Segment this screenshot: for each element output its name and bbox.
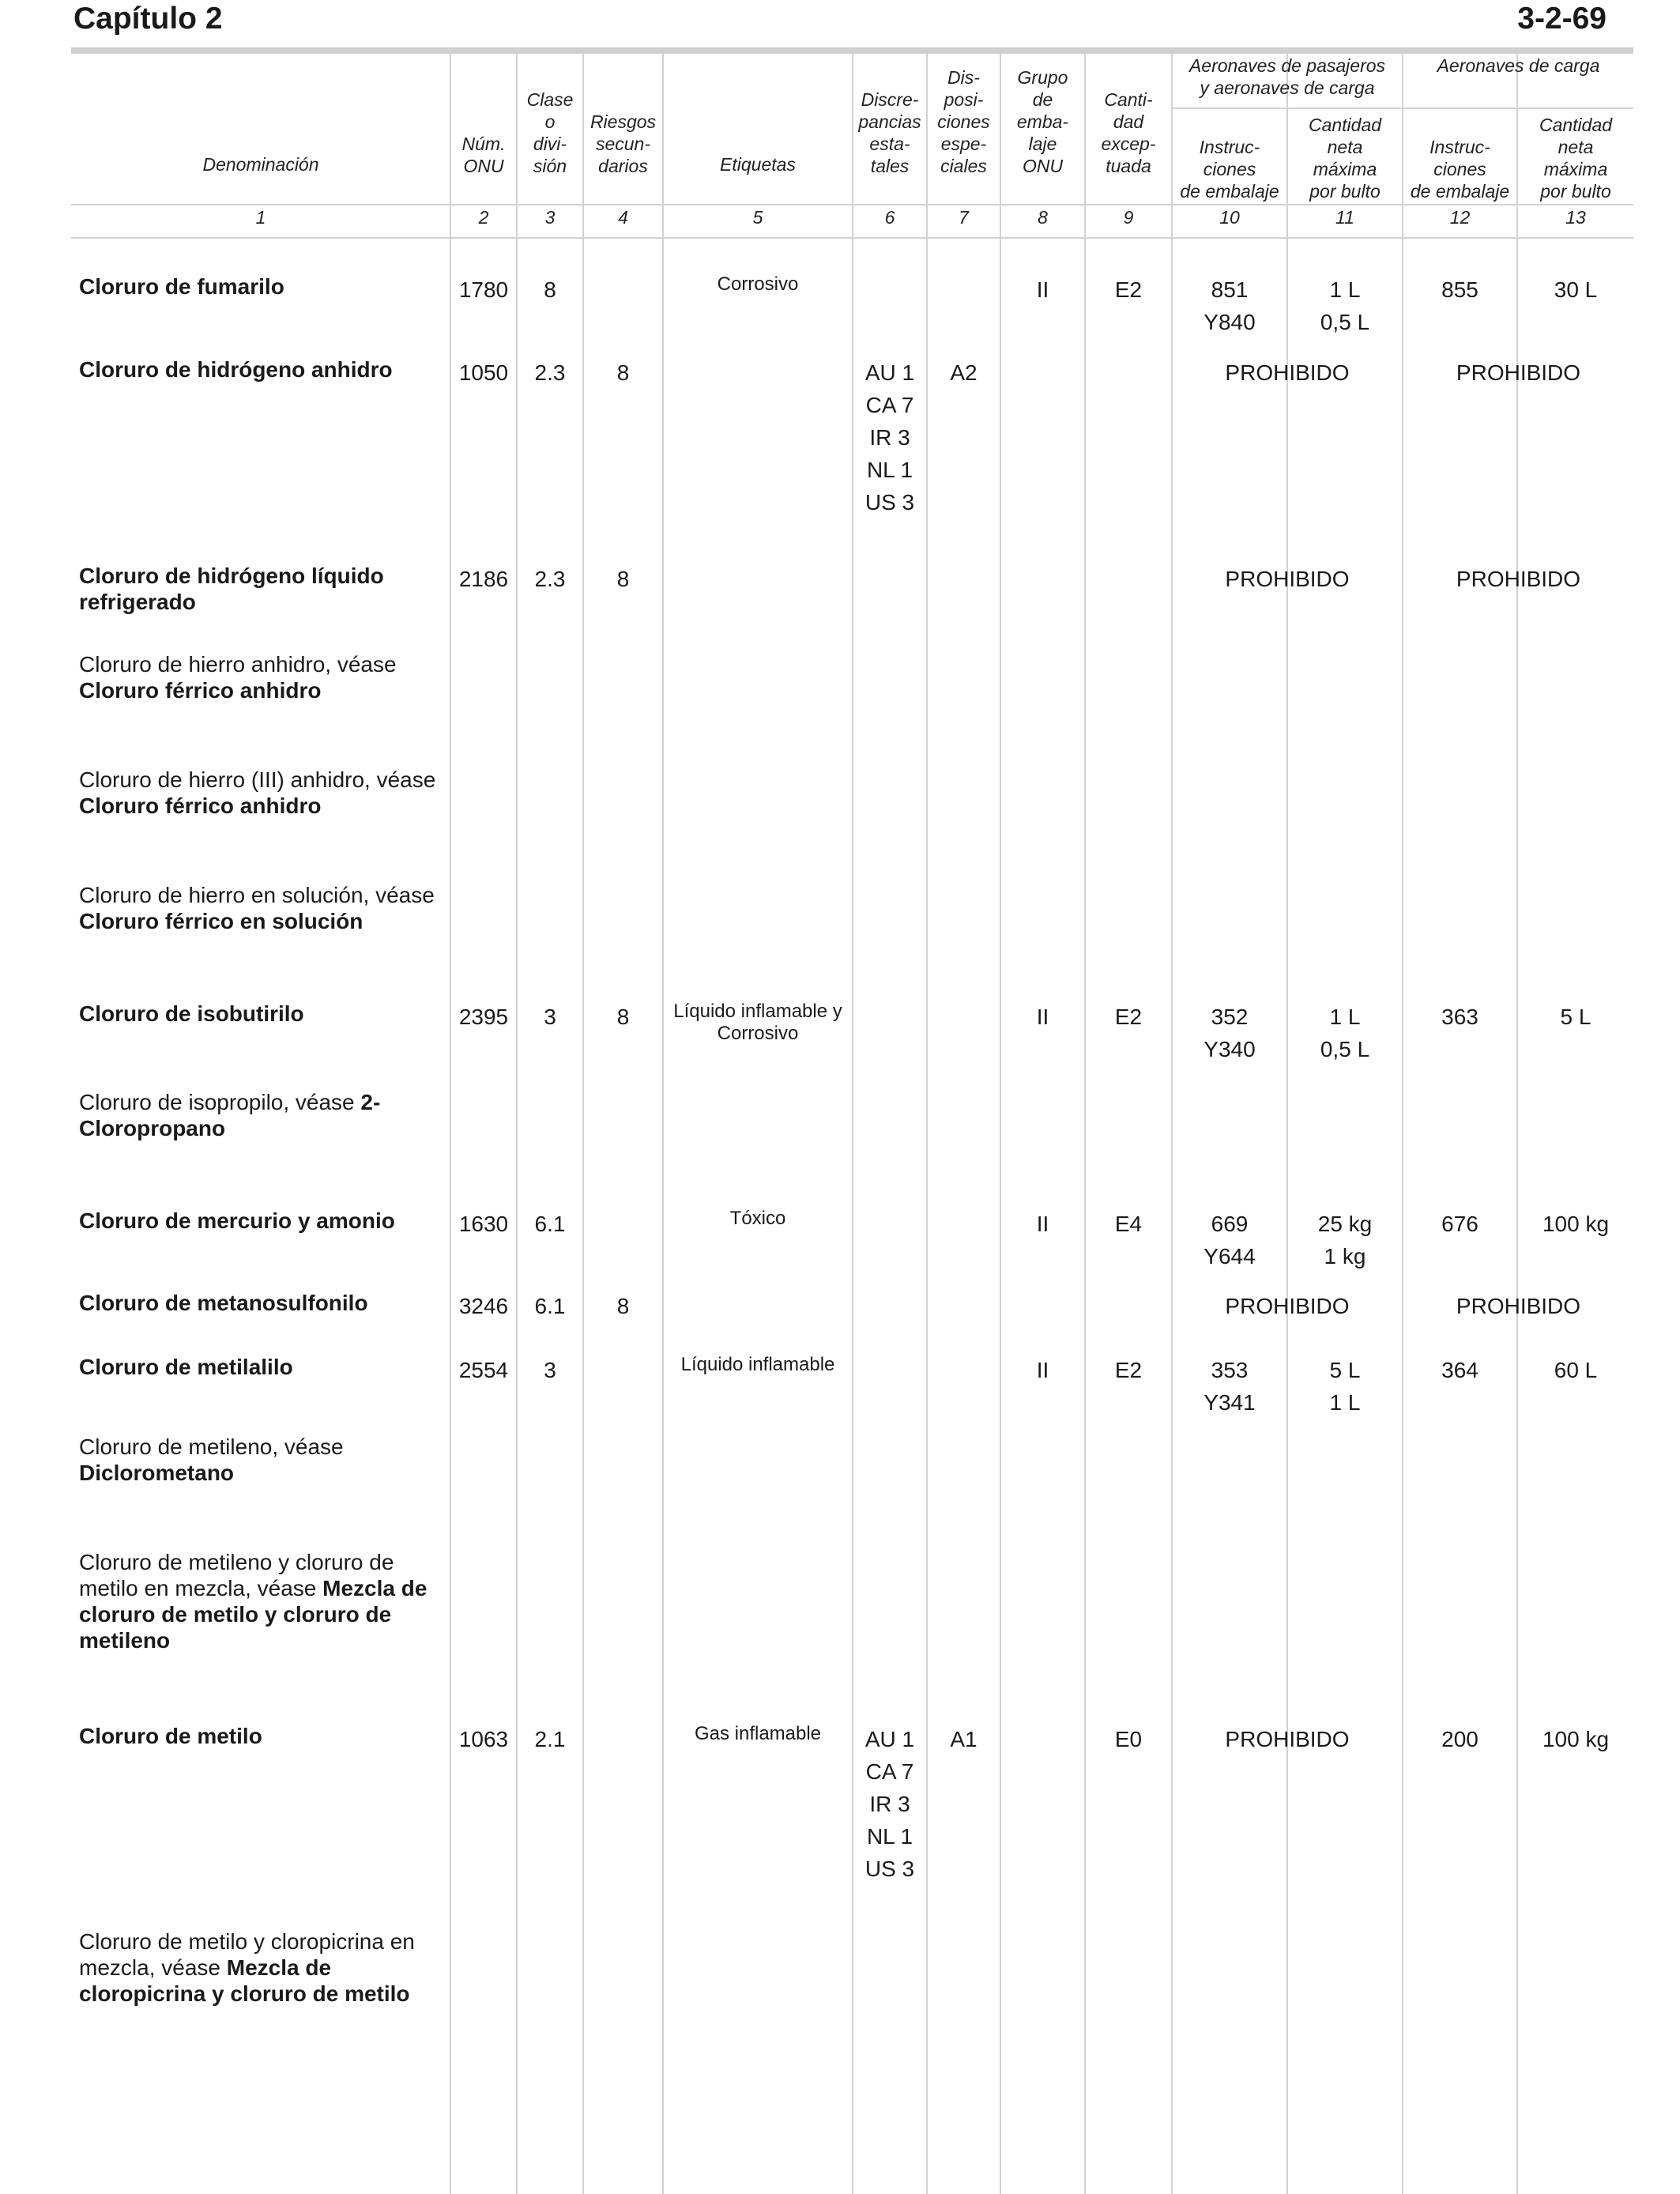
header-cantidad-exceptuada: Canti- dad excep- tuada	[1101, 89, 1156, 176]
header-pax-instrucciones: Instruc- ciones de embalaje	[1180, 137, 1279, 202]
excepted-quantity-cell: E2	[1114, 1005, 1143, 1029]
class-cell: 2.3	[534, 567, 566, 591]
denomination-cell	[79, 1208, 443, 1234]
denomination-bold: Cloruro de mercurio y amonio	[79, 1208, 395, 1233]
un-number-cell: 2554	[458, 1358, 509, 1382]
column-number-rule	[71, 237, 1633, 239]
pax-forbidden-cell: PROHIBIDO	[1225, 567, 1350, 591]
column-number: 1	[255, 207, 266, 228]
header-rule	[71, 47, 1633, 54]
column-number: 8	[1038, 207, 1048, 228]
column-number: 7	[959, 207, 969, 228]
column-number: 10	[1219, 207, 1240, 228]
special-provisions-cell: A2	[950, 360, 977, 385]
class-cell: 8	[544, 277, 556, 302]
denomination-cell	[79, 1290, 443, 1316]
packing-group-cell: II	[1036, 1212, 1049, 1236]
denomination-cell	[79, 1928, 443, 2007]
header-bottom-rule	[71, 204, 1633, 205]
denomination-cell	[79, 1434, 443, 1486]
header-pasajeros-group: Aeronaves de pasajeros y aeronaves de carga	[1188, 55, 1386, 98]
cargo-packing-instruction-cell: 200	[1441, 1727, 1478, 1751]
column-number: 11	[1335, 207, 1354, 228]
header-grupo: Grupo de emba- laje ONU	[1016, 67, 1069, 176]
class-cell: 2.3	[534, 360, 566, 385]
denomination-cell	[79, 273, 443, 300]
header-cargo-cantidad: Cantidad neta máxima por bulto	[1539, 115, 1613, 202]
column-number: 6	[884, 207, 895, 228]
un-number-cell: 2395	[458, 1005, 509, 1029]
class-cell: 3	[544, 1358, 556, 1382]
column-number: 4	[618, 207, 628, 228]
denomination-bold: Mezcla de cloropicrina y cloruro de metilo	[79, 1955, 410, 2006]
header-disposiciones: Dis- posi- ciones espe- ciales	[937, 67, 990, 176]
header-pax-cantidad: Cantidad neta máxima por bulto	[1308, 115, 1382, 202]
labels-cell: Gas inflamable	[694, 1723, 822, 1744]
denomination-plain: Cloruro de hierro (III) anhidro, véase	[79, 767, 436, 792]
denomination-bold: Cloruro férrico anhidro	[79, 678, 322, 703]
pax-max-quantity-cell: 5 L 1 L	[1329, 1358, 1361, 1415]
denomination-bold: Mezcla de cloruro de metilo y cloruro de metileno	[79, 1576, 428, 1653]
pax-packing-instruction-cell: 353 Y341	[1203, 1358, 1256, 1415]
page-number: 3-2-69	[1517, 2, 1607, 36]
class-cell: 3	[544, 1005, 556, 1029]
cargo-forbidden-cell: PROHIBIDO	[1456, 1294, 1581, 1318]
denomination-bold: Diclorometano	[79, 1461, 235, 1485]
denomination-plain: Cloruro de metileno, véase	[79, 1434, 344, 1459]
header-clase: Clase o divi- sión	[526, 89, 574, 176]
column-number: 5	[752, 207, 763, 228]
denomination-cell	[79, 882, 443, 934]
cargo-packing-instruction-cell: 855	[1441, 277, 1478, 302]
state-variations-cell: AU 1 CA 7 IR 3 NL 1 US 3	[864, 1727, 915, 1881]
column-divider	[1000, 54, 1001, 2194]
un-number-cell: 1063	[458, 1727, 509, 1751]
cargo-forbidden-cell: PROHIBIDO	[1456, 567, 1581, 591]
pax-forbidden-cell: PROHIBIDO	[1225, 360, 1350, 385]
denomination-bold: Cloruro de metilalilo	[79, 1355, 293, 1379]
denomination-bold: Cloruro de hidrógeno líquido refrigerado	[79, 564, 384, 614]
cargo-max-quantity-cell: 60 L	[1554, 1358, 1598, 1382]
denomination-bold: Cloruro férrico anhidro	[79, 794, 322, 818]
state-variations-cell: AU 1 CA 7 IR 3 NL 1 US 3	[864, 360, 915, 515]
packing-group-cell: II	[1036, 1358, 1049, 1382]
special-provisions-cell: A1	[950, 1727, 977, 1751]
denomination-plain: Cloruro de hierro anhidro, véase	[79, 652, 397, 677]
denomination-bold: Cloruro de hidrógeno anhidro	[79, 357, 393, 382]
denomination-bold: Cloruro de metanosulfonilo	[79, 1291, 368, 1315]
un-number-cell: 1630	[458, 1212, 509, 1236]
class-cell: 2.1	[534, 1727, 566, 1751]
class-cell: 6.1	[534, 1212, 566, 1236]
denomination-bold: Cloruro de isobutirilo	[79, 1001, 304, 1026]
chapter-title: Capítulo 2	[73, 2, 223, 36]
denomination-cell	[79, 767, 443, 819]
labels-cell: Tóxico	[729, 1208, 786, 1229]
excepted-quantity-cell: E0	[1114, 1727, 1143, 1751]
denomination-cell	[79, 1549, 443, 1653]
cargo-forbidden-cell: PROHIBIDO	[1456, 360, 1581, 385]
subsidiary-risk-cell: 8	[616, 1005, 630, 1029]
denomination-plain: Cloruro de isopropilo, véase	[79, 1090, 361, 1114]
header-etiquetas: Etiquetas	[720, 154, 796, 175]
header-carga-group: Aeronaves de carga	[1437, 55, 1600, 76]
subsidiary-risk-cell: 8	[616, 360, 630, 385]
pax-packing-instruction-cell: 669 Y644	[1203, 1212, 1256, 1269]
class-cell: 6.1	[534, 1294, 566, 1318]
packing-group-cell: II	[1036, 1005, 1049, 1029]
denomination-cell	[79, 1723, 443, 1749]
excepted-quantity-cell: E2	[1114, 1358, 1143, 1382]
column-number: 12	[1449, 207, 1471, 228]
un-number-cell: 1050	[458, 360, 509, 385]
labels-cell: Corrosivo	[717, 273, 799, 295]
header-denominacion: Denominación	[202, 154, 319, 175]
column-divider	[662, 54, 664, 2194]
cargo-max-quantity-cell: 100 kg	[1542, 1727, 1610, 1751]
group-header-rule	[1171, 107, 1633, 109]
cargo-packing-instruction-cell: 676	[1441, 1212, 1478, 1236]
subsidiary-risk-cell: 8	[616, 567, 630, 591]
denomination-cell	[79, 1001, 443, 1027]
subsidiary-risk-cell: 8	[616, 1294, 630, 1318]
denomination-bold: Cloruro de metilo	[79, 1724, 262, 1748]
header-num-onu: Núm. ONU	[461, 134, 506, 176]
column-divider	[1084, 54, 1086, 2194]
pax-max-quantity-cell: 1 L 0,5 L	[1320, 1005, 1370, 1061]
excepted-quantity-cell: E2	[1114, 277, 1143, 302]
pax-packing-instruction-cell: 851 Y840	[1203, 277, 1256, 334]
column-number: 2	[478, 207, 489, 228]
un-number-cell: 1780	[458, 277, 509, 302]
denomination-bold: 2-Cloropropano	[79, 1090, 381, 1140]
cargo-max-quantity-cell: 5 L	[1560, 1005, 1591, 1029]
cargo-max-quantity-cell: 30 L	[1554, 277, 1598, 302]
denomination-bold: Cloruro de fumarilo	[79, 274, 284, 299]
excepted-quantity-cell: E4	[1114, 1212, 1143, 1236]
denomination-plain: Cloruro de metilo y cloropicrina en mezcla, véase	[79, 1929, 415, 1980]
denomination-plain: Cloruro de metileno y cloruro de metilo en mezcla, véase	[79, 1550, 394, 1600]
pax-forbidden-cell: PROHIBIDO	[1225, 1727, 1350, 1751]
un-number-cell: 3246	[458, 1294, 509, 1318]
running-header	[73, 2, 1607, 49]
header-riesgos: Riesgos secun- darios	[590, 111, 657, 176]
labels-cell: Líquido inflamable y Corrosivo	[673, 1001, 842, 1044]
denomination-cell	[79, 651, 443, 703]
denomination-cell	[79, 356, 443, 383]
cargo-max-quantity-cell: 100 kg	[1542, 1212, 1610, 1236]
column-number: 13	[1565, 207, 1586, 228]
column-number: 9	[1123, 207, 1134, 228]
denomination-cell	[79, 1354, 443, 1380]
denomination-bold: Cloruro férrico en solución	[79, 909, 363, 933]
denomination-cell	[79, 563, 443, 615]
denomination-cell	[79, 1089, 443, 1141]
pax-packing-instruction-cell: 352 Y340	[1203, 1005, 1256, 1061]
cargo-packing-instruction-cell: 363	[1441, 1005, 1478, 1029]
pax-forbidden-cell: PROHIBIDO	[1225, 1294, 1350, 1318]
pax-max-quantity-cell: 25 kg 1 kg	[1317, 1212, 1373, 1269]
denomination-plain: Cloruro de hierro en solución, véase	[79, 883, 435, 907]
header-cargo-instrucciones: Instruc- ciones de embalaje	[1410, 137, 1510, 202]
header-discrepancias: Discre- pancias esta- tales	[858, 89, 921, 176]
column-number: 3	[544, 207, 556, 228]
pax-max-quantity-cell: 1 L 0,5 L	[1320, 277, 1370, 334]
packing-group-cell: II	[1036, 277, 1049, 302]
un-number-cell: 2186	[458, 567, 509, 591]
labels-cell: Líquido inflamable	[680, 1354, 835, 1375]
cargo-packing-instruction-cell: 364	[1441, 1358, 1478, 1382]
